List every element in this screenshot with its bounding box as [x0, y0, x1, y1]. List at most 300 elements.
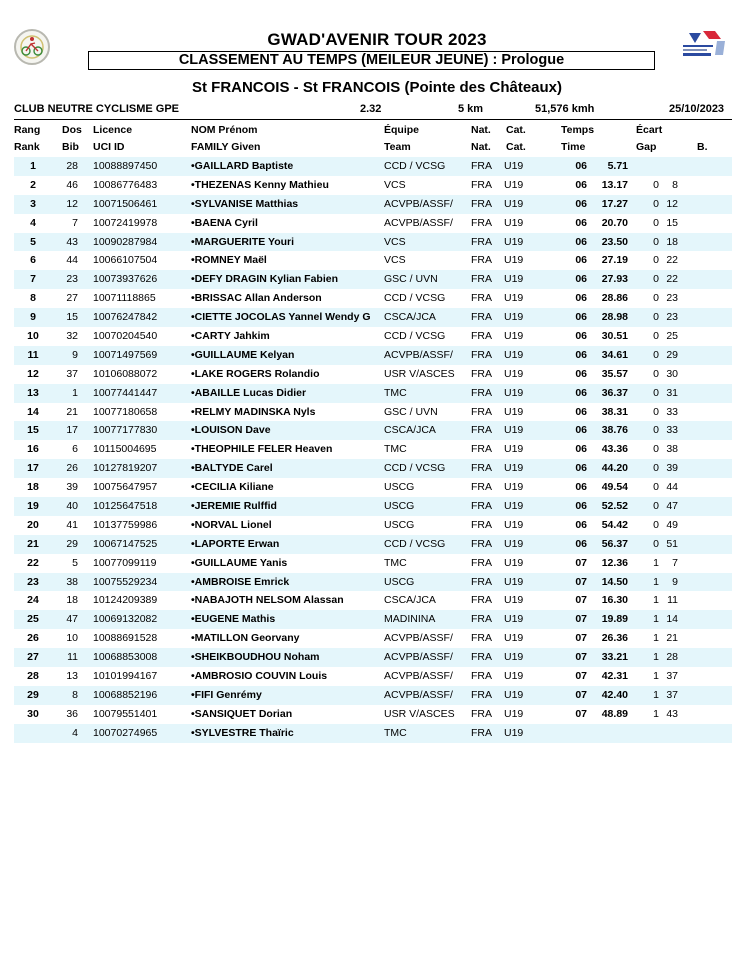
gap-seconds-cell: 37 [666, 670, 678, 683]
time-minutes-cell: 06 [575, 273, 587, 286]
rider-name-cell: •NABAJOTH NELSOM Alassan [191, 594, 344, 607]
uci-id-cell: 10073937626 [93, 273, 158, 286]
gap-seconds-cell: 9 [672, 575, 678, 588]
rider-name-cell: •SYLVESTRE Thaïric [191, 726, 294, 739]
bib-cell: 40 [66, 500, 78, 513]
time-seconds-cell: 49.54 [601, 481, 628, 494]
table-row [14, 346, 732, 365]
team-cell: CCD / VCSG [384, 462, 446, 475]
team-cell: CSCA/JCA [384, 311, 436, 324]
time-seconds-cell: 17.27 [601, 197, 628, 210]
category-cell: U19 [504, 330, 524, 343]
gap-seconds-cell: 7 [672, 556, 678, 569]
organizer: CLUB NEUTRE CYCLISME GPE [14, 103, 180, 115]
table-row [14, 724, 732, 743]
rider-name-cell: •BAENA Cyril [191, 216, 258, 229]
gap-minutes-cell: 0 [653, 405, 659, 418]
bib-cell: 13 [66, 670, 78, 683]
nationality-cell: FRA [471, 613, 492, 626]
uci-id-cell: 10077177830 [93, 424, 158, 437]
time-seconds-cell: 38.76 [601, 424, 628, 437]
rank-cell: 12 [27, 367, 39, 380]
gap-minutes-cell: 0 [653, 197, 659, 210]
nationality-cell: FRA [471, 481, 492, 494]
header-family-given: FAMILY Given [191, 141, 261, 153]
rider-name-cell: •JEREMIE Rulffid [191, 500, 277, 513]
nationality-cell: FRA [471, 500, 492, 513]
rank-cell: 23 [27, 575, 39, 588]
nationality-cell: FRA [471, 386, 492, 399]
rider-name-cell: •LAPORTE Erwan [191, 537, 280, 550]
team-cell: CSCA/JCA [384, 594, 436, 607]
bib-cell: 5 [72, 556, 78, 569]
gap-seconds-cell: 33 [666, 405, 678, 418]
table-row [14, 308, 732, 327]
time-minutes-cell: 06 [575, 292, 587, 305]
team-cell: GSC / UVN [384, 273, 438, 286]
bib-cell: 23 [66, 273, 78, 286]
category-cell: U19 [504, 726, 524, 739]
team-cell: USR V/ASCES [384, 367, 455, 380]
category-cell: U19 [504, 424, 524, 437]
uci-id-cell: 10077099119 [93, 556, 157, 569]
time-minutes-cell: 07 [575, 575, 587, 588]
uci-id-cell: 10070204540 [93, 330, 158, 343]
time-minutes-cell: 06 [575, 386, 587, 399]
nationality-cell: FRA [471, 235, 492, 248]
table-row [14, 648, 732, 667]
nationality-cell: FRA [471, 651, 492, 664]
gap-seconds-cell: 25 [666, 330, 678, 343]
rank-cell: 1 [30, 160, 36, 172]
category-cell: U19 [504, 688, 524, 701]
rider-name-cell: •BALTYDE Carel [191, 462, 273, 475]
nationality-cell: FRA [471, 632, 492, 645]
team-cell: ACVPB/ASSF/ [384, 197, 453, 210]
nationality-cell: FRA [471, 688, 492, 701]
team-cell: ACVPB/ASSF/ [384, 651, 453, 664]
gap-minutes-cell: 1 [653, 670, 659, 683]
time-seconds-cell: 30.51 [601, 330, 628, 343]
time-seconds-cell: 48.89 [601, 707, 628, 720]
uci-id-cell: 10076247842 [93, 311, 158, 324]
team-cell: VCS [384, 178, 406, 191]
rider-name-cell: •SANSIQUET Dorian [191, 707, 293, 720]
gap-seconds-cell: 28 [666, 651, 678, 664]
gap-minutes-cell: 1 [653, 688, 659, 701]
bib-cell: 27 [66, 292, 78, 305]
team-cell: CCD / VCSG [384, 292, 446, 305]
uci-id-cell: 10075529234 [93, 575, 158, 588]
time-seconds-cell: 36.37 [601, 386, 628, 399]
rank-cell: 15 [27, 424, 39, 437]
time-minutes-cell: 06 [575, 160, 587, 172]
uci-id-cell: 10127819207 [93, 462, 158, 475]
rank-cell: 14 [27, 405, 39, 418]
gap-seconds-cell: 22 [666, 254, 678, 267]
table-row [14, 176, 732, 195]
gap-seconds-cell: 31 [666, 386, 678, 399]
gap-seconds-cell: 51 [666, 537, 678, 550]
header-bib: Bib [62, 141, 79, 153]
time-reference: 2.32 [360, 103, 382, 115]
rank-cell: 16 [27, 443, 39, 456]
rider-name-cell: •CECILIA Kiliane [191, 481, 274, 494]
category-cell: U19 [504, 670, 524, 683]
rank-cell: 22 [27, 556, 39, 569]
time-minutes-cell: 07 [575, 613, 587, 626]
time-seconds-cell: 33.21 [601, 651, 628, 664]
header-licence: Licence [93, 124, 133, 136]
rank-cell: 3 [30, 197, 36, 210]
team-cell: USR V/ASCES [384, 707, 455, 720]
gap-seconds-cell: 47 [666, 500, 678, 513]
time-seconds-cell: 43.36 [601, 443, 628, 456]
gap-minutes-cell: 0 [653, 178, 659, 191]
team-cell: USCG [384, 500, 415, 513]
nationality-cell: FRA [471, 330, 492, 343]
team-cell: VCS [384, 254, 406, 267]
team-cell: GSC / UVN [384, 405, 438, 418]
gap-seconds-cell: 29 [666, 348, 678, 361]
nationality-cell: FRA [471, 160, 492, 172]
time-minutes-cell: 06 [575, 405, 587, 418]
time-minutes-cell: 06 [575, 254, 587, 267]
gap-seconds-cell: 15 [666, 216, 678, 229]
time-minutes-cell: 06 [575, 216, 587, 229]
rider-name-cell: •MATILLON Georvany [191, 632, 300, 645]
gap-seconds-cell: 37 [666, 688, 678, 701]
rank-cell: 30 [27, 707, 39, 720]
gap-minutes-cell: 0 [653, 386, 659, 399]
nationality-cell: FRA [471, 367, 492, 380]
bib-cell: 12 [66, 197, 78, 210]
time-seconds-cell: 52.52 [601, 500, 628, 513]
time-minutes-cell: 07 [575, 670, 587, 683]
rank-cell: 26 [27, 632, 39, 645]
team-cell: CCD / VCSG [384, 330, 446, 343]
table-row [14, 327, 732, 346]
header-rang: Rang [14, 124, 41, 136]
time-minutes-cell: 06 [575, 424, 587, 437]
team-cell: ACVPB/ASSF/ [384, 688, 453, 701]
rider-name-cell: •AMBROISE Emrick [191, 575, 290, 588]
rider-name-cell: •FIFI Genrémy [191, 688, 262, 701]
category-cell: U19 [504, 254, 524, 267]
category-cell: U19 [504, 462, 524, 475]
gap-minutes-cell: 1 [653, 613, 659, 626]
category-cell: U19 [504, 575, 524, 588]
time-seconds-cell: 28.86 [601, 292, 628, 305]
time-minutes-cell: 07 [575, 556, 587, 569]
time-seconds-cell: 54.42 [601, 518, 628, 531]
team-cell: TMC [384, 556, 407, 569]
bib-cell: 36 [66, 707, 78, 720]
gap-seconds-cell: 22 [666, 273, 678, 286]
rider-name-cell: •BRISSAC Allan Anderson [191, 292, 322, 305]
rider-name-cell: •EUGENE Mathis [191, 613, 276, 626]
category-cell: U19 [504, 443, 524, 456]
nationality-cell: FRA [471, 197, 492, 210]
category-cell: U19 [504, 481, 524, 494]
rider-name-cell: •GUILLAUME Kelyan [191, 348, 295, 361]
gap-seconds-cell: 21 [666, 632, 678, 645]
category-cell: U19 [504, 632, 524, 645]
bib-cell: 41 [66, 518, 78, 531]
gap-minutes-cell: 1 [653, 707, 659, 720]
rank-cell: 19 [27, 500, 39, 513]
rider-name-cell: •MARGUERITE Youri [191, 235, 295, 248]
header-temps: Temps [561, 124, 595, 136]
category-cell: U19 [504, 613, 524, 626]
table-row [14, 459, 732, 478]
gap-minutes-cell: 0 [653, 254, 659, 267]
time-seconds-cell: 12.36 [601, 556, 628, 569]
time-minutes-cell: 06 [575, 311, 587, 324]
header-nom: NOM Prénom [191, 124, 258, 136]
header-dos: Dos [62, 124, 82, 136]
rider-name-cell: •GUILLAUME Yanis [191, 556, 288, 569]
header-nat-en: Nat. [471, 141, 491, 153]
gap-seconds-cell: 39 [666, 462, 678, 475]
uci-id-cell: 10071497569 [93, 348, 158, 361]
team-cell: MADININA [384, 613, 436, 626]
team-cell: USCG [384, 481, 415, 494]
team-cell: TMC [384, 726, 407, 739]
gap-minutes-cell: 0 [653, 367, 659, 380]
gap-seconds-cell: 11 [667, 594, 678, 607]
time-seconds-cell: 26.36 [601, 632, 628, 645]
time-minutes-cell: 07 [575, 594, 587, 607]
time-seconds-cell: 44.20 [601, 462, 628, 475]
category-cell: U19 [504, 311, 524, 324]
bib-cell: 39 [66, 481, 78, 494]
team-cell: CSCA/JCA [384, 424, 436, 437]
table-row [14, 157, 732, 176]
bib-cell: 46 [66, 178, 78, 191]
category-cell: U19 [504, 216, 524, 229]
category-cell: U19 [504, 197, 524, 210]
rider-name-cell: •SHEIKBOUDHOU Noham [191, 651, 320, 664]
bib-cell: 11 [67, 651, 78, 664]
time-minutes-cell: 07 [575, 707, 587, 720]
nationality-cell: FRA [471, 178, 492, 191]
results-table [14, 157, 732, 743]
nationality-cell: FRA [471, 443, 492, 456]
rider-name-cell: •CARTY Jahkim [191, 330, 270, 343]
table-row [14, 705, 732, 724]
team-cell: ACVPB/ASSF/ [384, 632, 453, 645]
uci-id-cell: 10079551401 [93, 707, 158, 720]
nationality-cell: FRA [471, 311, 492, 324]
uci-id-cell: 10070274965 [93, 726, 158, 739]
gap-minutes-cell: 0 [653, 311, 659, 324]
time-minutes-cell: 06 [575, 235, 587, 248]
team-cell: ACVPB/ASSF/ [384, 348, 453, 361]
bib-cell: 32 [66, 330, 78, 343]
rank-cell: 13 [27, 386, 39, 399]
table-row [14, 554, 732, 573]
table-row [14, 384, 732, 403]
header-rank: Rank [14, 141, 40, 153]
team-cell: ACVPB/ASSF/ [384, 670, 453, 683]
uci-id-cell: 10071506461 [93, 197, 158, 210]
gap-minutes-cell: 0 [653, 235, 659, 248]
bib-cell: 15 [66, 311, 78, 324]
team-cell: TMC [384, 443, 407, 456]
team-cell: ACVPB/ASSF/ [384, 216, 453, 229]
gap-minutes-cell: 0 [653, 500, 659, 513]
nationality-cell: FRA [471, 537, 492, 550]
header-time: Time [561, 141, 586, 153]
uci-id-cell: 10067147525 [93, 537, 158, 550]
category-cell: U19 [504, 367, 524, 380]
uci-id-cell: 10075647957 [93, 481, 158, 494]
gap-seconds-cell: 33 [666, 424, 678, 437]
bib-cell: 26 [66, 462, 78, 475]
rank-cell: 7 [30, 273, 36, 286]
time-seconds-cell: 27.19 [601, 254, 628, 267]
bib-cell: 29 [66, 537, 78, 550]
team-cell: VCS [384, 235, 406, 248]
header-equipe: Équipe [384, 124, 420, 136]
time-minutes-cell: 06 [575, 197, 587, 210]
table-row [14, 629, 732, 648]
time-seconds-cell: 27.93 [601, 273, 628, 286]
time-seconds-cell: 5.71 [607, 160, 628, 172]
uci-id-cell: 10066107504 [93, 254, 158, 267]
rank-cell: 21 [27, 537, 39, 550]
race-date: 25/10/2023 [669, 103, 725, 115]
nationality-cell: FRA [471, 462, 492, 475]
table-row [14, 478, 732, 497]
gap-minutes-cell: 1 [653, 575, 659, 588]
nationality-cell: FRA [471, 575, 492, 588]
nationality-cell: FRA [471, 556, 492, 569]
gap-seconds-cell: 12 [666, 197, 678, 210]
uci-id-cell: 10101994167 [93, 670, 158, 683]
category-cell: U19 [504, 160, 524, 172]
bib-cell: 21 [66, 405, 78, 418]
table-row [14, 365, 732, 384]
bib-cell: 8 [72, 688, 78, 701]
rank-cell: 8 [30, 292, 36, 305]
time-minutes-cell: 06 [575, 537, 587, 550]
bib-cell: 18 [66, 594, 78, 607]
gap-seconds-cell: 18 [666, 235, 678, 248]
gap-seconds-cell: 23 [666, 292, 678, 305]
gap-minutes-cell: 0 [653, 216, 659, 229]
category-cell: U19 [504, 518, 524, 531]
rider-name-cell: •AMBROSIO COUVIN Louis [191, 670, 328, 683]
nationality-cell: FRA [471, 405, 492, 418]
gap-seconds-cell: 8 [672, 178, 678, 191]
table-row [14, 421, 732, 440]
nationality-cell: FRA [471, 707, 492, 720]
bib-cell: 28 [66, 160, 78, 172]
rider-name-cell: •LAKE ROGERS Rolandio [191, 367, 320, 380]
bib-cell: 9 [72, 348, 78, 361]
rider-name-cell: •SYLVANISE Matthias [191, 197, 299, 210]
category-cell: U19 [504, 707, 524, 720]
uci-id-cell: 10068852196 [93, 688, 158, 701]
nationality-cell: FRA [471, 424, 492, 437]
time-seconds-cell: 42.31 [601, 670, 628, 683]
uci-id-cell: 10088897450 [93, 160, 158, 172]
nationality-cell: FRA [471, 670, 492, 683]
table-row [14, 516, 732, 535]
classification-subtitle: CLASSEMENT AU TEMPS (MEILEUR JEUNE) : Prologue [88, 51, 655, 70]
uci-id-cell: 10090287984 [93, 235, 158, 248]
rank-cell: 29 [27, 688, 39, 701]
bib-cell: 43 [66, 235, 78, 248]
time-seconds-cell: 19.89 [601, 613, 628, 626]
rider-name-cell: •CIETTE JOCOLAS Yannel Wendy G [191, 311, 371, 324]
uci-id-cell: 10137759986 [93, 518, 158, 531]
table-row [14, 535, 732, 554]
rider-name-cell: •ABAILLE Lucas Didier [191, 386, 307, 399]
gap-minutes-cell: 0 [653, 518, 659, 531]
time-seconds-cell: 13.17 [601, 178, 628, 191]
time-minutes-cell: 06 [575, 348, 587, 361]
rank-cell: 4 [30, 216, 36, 229]
rider-name-cell: •ROMNEY Maël [191, 254, 267, 267]
rider-name-cell: •THEZENAS Kenny Mathieu [191, 178, 329, 191]
gap-seconds-cell: 14 [666, 613, 678, 626]
rank-cell: 9 [30, 311, 36, 324]
gap-seconds-cell: 38 [666, 443, 678, 456]
category-cell: U19 [504, 537, 524, 550]
time-minutes-cell: 06 [575, 330, 587, 343]
average-speed: 51,576 kmh [535, 103, 595, 115]
uci-id-cell: 10071118865 [93, 292, 156, 305]
rank-cell: 25 [27, 613, 39, 626]
time-minutes-cell: 06 [575, 481, 587, 494]
category-cell: U19 [504, 292, 524, 305]
nationality-cell: FRA [471, 518, 492, 531]
category-cell: U19 [504, 386, 524, 399]
table-row [14, 610, 732, 629]
header-ecart: Écart [636, 124, 663, 136]
rank-cell: 5 [30, 235, 36, 248]
rider-name-cell: •GAILLARD Baptiste [191, 160, 294, 172]
rank-cell: 18 [27, 481, 39, 494]
bib-cell: 6 [72, 443, 78, 456]
bib-cell: 4 [72, 726, 78, 739]
column-header-fr [14, 124, 732, 138]
header-cat-en: Cat. [506, 141, 526, 153]
table-row [14, 233, 732, 252]
nationality-cell: FRA [471, 348, 492, 361]
team-cell: CCD / VCSG [384, 160, 446, 172]
category-cell: U19 [504, 348, 524, 361]
header-nat-fr: Nat. [471, 124, 491, 136]
rider-name-cell: •RELMY MADINSKA Nyls [191, 405, 316, 418]
table-row [14, 214, 732, 233]
uci-id-cell: 10124209389 [93, 594, 158, 607]
bib-cell: 1 [72, 386, 78, 399]
column-header-en [14, 141, 732, 155]
rider-name-cell: •DEFY DRAGIN Kylian Fabien [191, 273, 339, 286]
gap-minutes-cell: 1 [653, 594, 659, 607]
gap-minutes-cell: 0 [653, 424, 659, 437]
uci-id-cell: 10077441447 [93, 386, 158, 399]
category-cell: U19 [504, 178, 524, 191]
nationality-cell: FRA [471, 273, 492, 286]
uci-id-cell: 10106088072 [93, 367, 158, 380]
header-cat-fr: Cat. [506, 124, 526, 136]
time-minutes-cell: 06 [575, 367, 587, 380]
